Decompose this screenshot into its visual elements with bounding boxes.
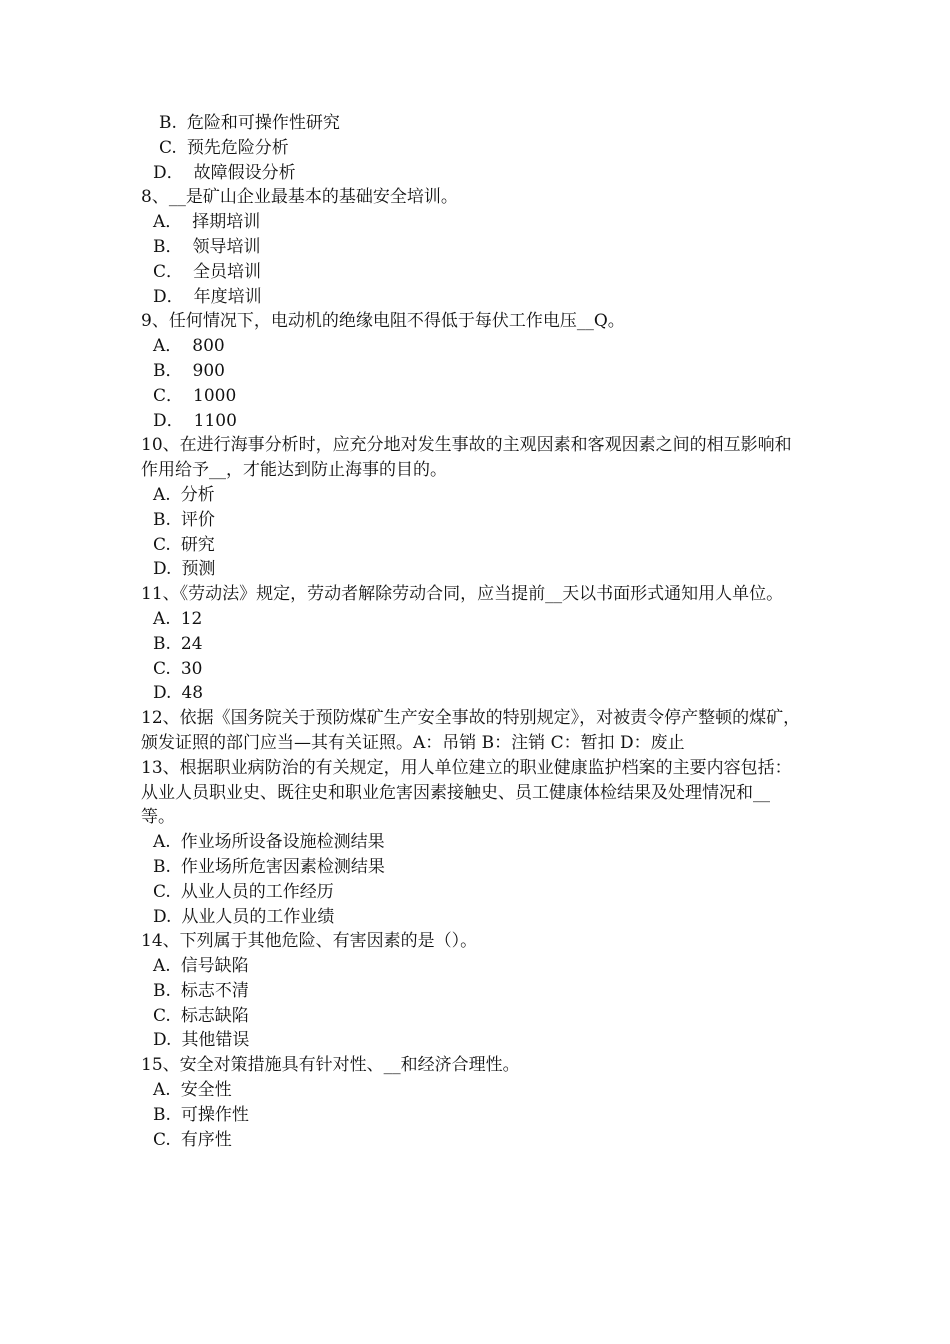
answer-option <box>141 607 801 632</box>
option-text: 故障假设分析 <box>193 162 296 183</box>
option-letter: D． <box>153 286 184 307</box>
option-letter: D. <box>153 683 172 704</box>
option-text: 可操作性 <box>180 1104 249 1125</box>
answer-option <box>141 880 801 905</box>
option-text: 标志不清 <box>180 980 249 1001</box>
option-letter: D. <box>153 1030 172 1051</box>
option-letter: C. <box>153 1005 171 1026</box>
option-letter: A. <box>153 956 171 977</box>
option-text: 30 <box>180 658 203 679</box>
answer-option <box>141 384 801 409</box>
option-text: 全员培训 <box>193 261 262 282</box>
answer-option <box>141 111 801 136</box>
answer-option <box>141 161 801 186</box>
answer-option <box>141 285 801 310</box>
option-letter: C. <box>153 658 171 679</box>
option-letter: B． <box>153 236 183 257</box>
option-text: 24 <box>180 633 203 654</box>
option-letter: A. <box>153 484 171 505</box>
option-letter: D． <box>153 162 184 183</box>
option-text: 领导培训 <box>192 236 261 257</box>
option-letter: A. <box>153 832 171 853</box>
answer-option <box>141 557 801 582</box>
answer-option <box>141 657 801 682</box>
option-text: 800 <box>192 336 225 357</box>
option-text: 1000 <box>193 385 237 406</box>
option-text: 标志缺陷 <box>180 1005 249 1026</box>
question-list <box>141 111 801 1152</box>
option-text: 1100 <box>193 410 237 431</box>
answer-option <box>141 1004 801 1029</box>
answer-option <box>141 483 801 508</box>
answer-option <box>141 1028 801 1053</box>
option-text: 研究 <box>180 534 215 555</box>
option-text: 12 <box>180 608 203 629</box>
option-letter: C. <box>153 881 171 902</box>
answer-option <box>141 359 801 384</box>
option-text: 作业场所设备设施检测结果 <box>180 832 385 853</box>
answer-option <box>141 508 801 533</box>
option-letter: C． <box>153 261 184 282</box>
option-letter: B. <box>153 509 171 530</box>
option-letter: A． <box>153 212 183 233</box>
option-letter: D. <box>153 906 172 927</box>
answer-option <box>141 830 801 855</box>
question-text: 8、__是矿山企业最基本的基础安全培训。 <box>141 187 458 208</box>
answer-option <box>141 1103 801 1128</box>
answer-option <box>141 210 801 235</box>
option-text: 分析 <box>180 484 215 505</box>
option-letter: C. <box>159 137 177 158</box>
answer-option <box>141 235 801 260</box>
option-letter: D． <box>153 410 184 431</box>
option-text: 900 <box>192 360 225 381</box>
option-text: 从业人员的工作业绩 <box>181 906 335 927</box>
option-letter: D. <box>153 559 172 580</box>
answer-option <box>141 632 801 657</box>
answer-option <box>141 334 801 359</box>
answer-option <box>141 855 801 880</box>
answer-option <box>141 905 801 930</box>
answer-option <box>141 954 801 979</box>
option-text: 安全性 <box>180 1080 232 1101</box>
question-text: 10、在进行海事分析时，应充分地对发生事故的主观因素和客观因素之间的相互影响和作用给予__，才能达到防止海事的目的。 <box>141 435 792 481</box>
option-text: 信号缺陷 <box>180 956 249 977</box>
option-letter: C． <box>153 385 184 406</box>
option-letter: B. <box>153 856 171 877</box>
option-text: 预先危险分析 <box>186 137 289 158</box>
option-text: 择期培训 <box>192 212 261 233</box>
option-letter: B． <box>153 360 183 381</box>
question-text: 14、下列属于其他危险、有害因素的是（）。 <box>141 931 478 952</box>
answer-option <box>141 979 801 1004</box>
question-text: 15、安全对策措施具有针对性、__和经济合理性。 <box>141 1055 520 1076</box>
answer-option <box>141 1078 801 1103</box>
option-text: 作业场所危害因素检测结果 <box>180 856 385 877</box>
answer-option <box>141 136 801 161</box>
option-letter: A. <box>153 1080 171 1101</box>
option-text: 其他错误 <box>181 1030 250 1051</box>
option-letter: B. <box>159 113 177 133</box>
question-text: 9、任何情况下，电动机的绝缘电阻不得低于每伏工作电压__Q。 <box>141 311 625 332</box>
option-text: 危险和可操作性研究 <box>186 113 340 133</box>
option-letter: C. <box>153 1129 171 1150</box>
answer-option <box>141 681 801 706</box>
answer-option <box>141 1128 801 1153</box>
answer-option <box>141 409 801 434</box>
option-letter: C. <box>153 534 171 555</box>
option-letter: B. <box>153 1104 171 1125</box>
option-text: 48 <box>181 683 204 704</box>
option-letter: B. <box>153 980 171 1001</box>
option-letter: A． <box>153 336 183 357</box>
option-text: 年度培训 <box>193 286 262 307</box>
option-text: 从业人员的工作经历 <box>180 881 334 902</box>
question-text: 13、根据职业病防治的有关规定，用人单位建立的职业健康监护档案的主要内容包括：从业人员职业史、既往史和职业危害因素接触史、员工健康体检结果及处理情况和__等。 <box>141 757 792 828</box>
answer-option <box>141 533 801 558</box>
question-text: 12、依据《国务院关于预防煤矿生产安全事故的特别规定》，对被责令停产整顿的煤矿，颁发证照的部门应当—其有关证照。A：吊销 B：注销 C：暂扣 D：废止 <box>141 708 801 753</box>
option-text: 有序性 <box>180 1129 232 1150</box>
answer-option <box>141 260 801 285</box>
question-text: 11、《劳动法》规定，劳动者解除劳动合同，应当提前__天以书面形式通知用人单位。 <box>141 584 784 605</box>
option-letter: B. <box>153 633 171 654</box>
option-text: 预测 <box>181 559 216 580</box>
option-letter: A. <box>153 608 171 629</box>
option-text: 评价 <box>180 509 215 530</box>
